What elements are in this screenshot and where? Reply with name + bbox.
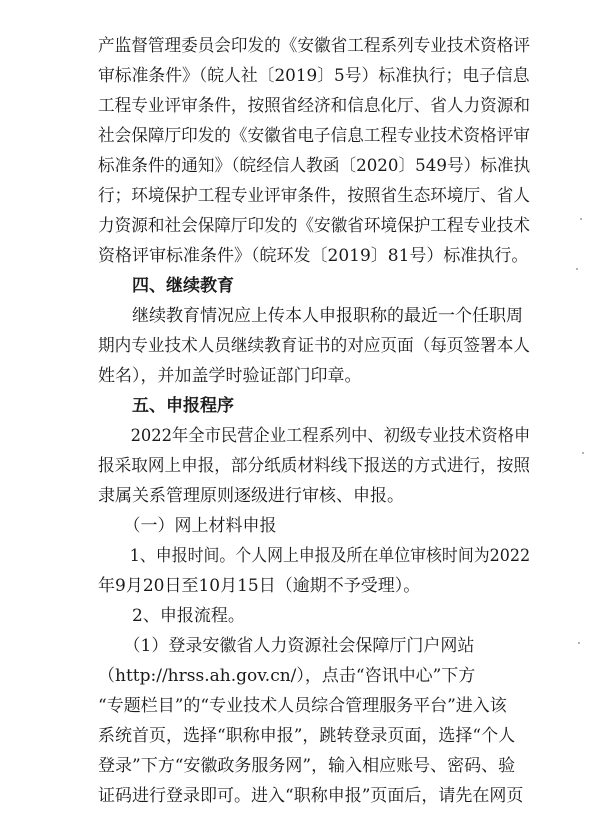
text-line: 工程专业评审条件，按照省经济和信息化厅、省人力资源和 [98, 96, 530, 116]
text-line: 继续教育情况应上传本人申报职称的最近一个任职周 [98, 306, 523, 326]
text-line: （1）登录安徽省人力资源社会保障厅门户网站 [98, 636, 475, 656]
text-line: 登录”下方“安徽政务服务网”，输入相应账号、密码、验 [98, 756, 516, 776]
scan-speck [576, 268, 578, 270]
text-line: （http://hrss.ah.gov.cn/），点击“咨讯中心”下方 [98, 666, 476, 686]
scan-speck [578, 642, 580, 644]
text-line: 期内专业技术人员继续教育证书的对应页面（每页签署本人 [98, 336, 530, 356]
subsection-heading: （一）网上材料申报 [98, 516, 277, 536]
text-line: 系统首页，选择“职称申报”，跳转登录页面，选择“个人 [98, 726, 516, 746]
text-line: 行；环境保护工程专业评审条件，按照省生态环境厅、省人 [98, 186, 530, 206]
scan-speck [580, 218, 582, 220]
text-line: 产监督管理委员会印发的《安徽省工程系列专业技术资格评 [98, 36, 530, 56]
text-line: 力资源和社会保障厅印发的《安徽省环境保护工程专业技术 [98, 216, 530, 236]
text-line: 年9月20日至10月15日（逾期不予受理）。 [98, 576, 421, 596]
section-heading: 四、继续教育 [98, 276, 234, 296]
text-line: 2022年全市民营企业工程系列中、初级专业技术资格申 [98, 426, 531, 446]
text-line: 证码进行登录即可。进入“职称申报”页面后，请先在网页 [98, 786, 524, 806]
text-line: 社会保障厅印发的《安徽省电子信息工程专业技术资格评审 [98, 126, 530, 146]
text-line: 2、申报流程。 [98, 606, 245, 626]
text-line: 隶属关系管理原则逐级进行审核、申报。 [98, 486, 404, 506]
text-line: 审标准条件》（皖人社〔2019〕5号）标准执行；电子信息 [98, 66, 530, 86]
text-line: “专题栏目”的“专业技术人员综合管理服务平台”进入该 [98, 696, 507, 716]
text-line: 姓名），并加盖学时验证部门印章。 [98, 366, 362, 386]
scan-speck [582, 452, 584, 454]
text-line: 报采取网上申报，部分纸质材料线下报送的方式进行，按照 [98, 456, 530, 476]
text-line: 1、申报时间。个人网上申报及所在单位审核时间为2022 [98, 546, 531, 566]
text-line: 资格评审标准条件》（皖环发〔2019〕81号）标准执行。 [98, 246, 529, 266]
text-line: 标准条件的通知》（皖经信人教函〔2020〕549号）标准执 [98, 156, 531, 176]
section-heading: 五、申报程序 [98, 396, 234, 416]
